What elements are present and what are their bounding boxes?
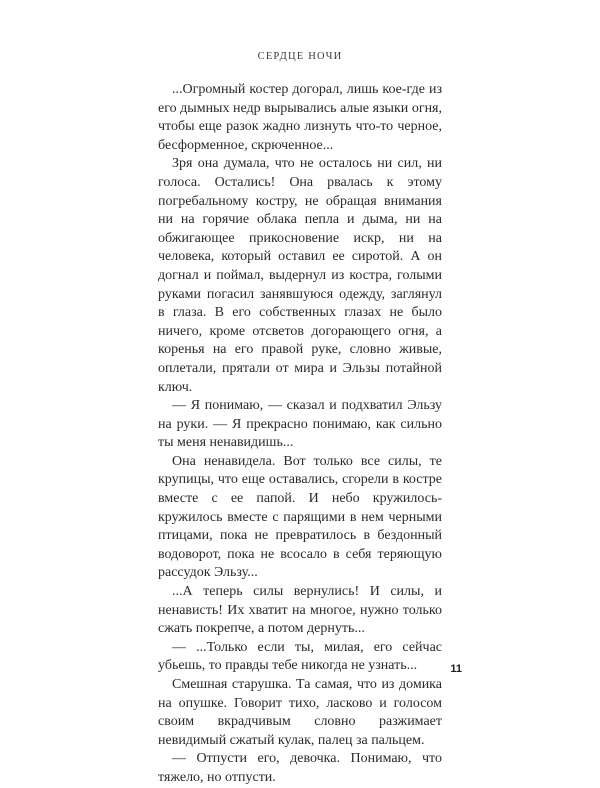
page-number: 11 [450,663,462,675]
paragraph: Зря она думала, что не осталось ни сил, ни голоса. Остались! Она рвалась к этому погребальному костру, не обращая внимания ни на горячие облака пепла и дыма, ни на обжигающее прикосновение искр, ни на человека, который оставил ее сиротой. А он догнал и поймал, выдернул из костра, голыми руками погасил занявшуюся одежду, заглянул в глаза. В его собственных глазах не было ничего, кроме отсветов догорающего огня, а коренья на его правой руке, словно живые, оплетали, прятали от мира и Эльзы потайной ключ. [158,156,442,395]
running-head: СЕРДЦЕ НОЧИ [257,51,343,62]
paragraph: ...Огромный костер догорал, лишь кое-где из его дымных недр вырывались алые языки огня, чтобы еще разок жадно лизнуть что-то черное, бесформенное, скрюченное... [158,82,442,153]
paragraph: Смешная старушка. Та самая, что из домика на опушке. Говорит тихо, ласково и голосом своим вкрадчивым словно разжимает невидимый сжатый кулак, палец за пальцем. [158,677,442,748]
body-text [158,81,442,788]
dialog-paragraph: — Я понимаю, — сказал и подхватил Эльзу на руки. — Я прекрасно понимаю, как сильно ты меня ненавидишь... [158,398,442,451]
dialog-paragraph: — Отпусти его, девочка. Понимаю, что тяжело, но отпусти. [158,751,442,785]
paragraph: ...А теперь силы вернулись! И силы, и ненависть! Их хватит на многое, нужно только сжать покрепче, а потом дернуть... [158,584,442,637]
dialog-paragraph: — ...Только если ты, милая, его сейчас убьешь, то правды тебе никогда не узнать... [158,639,442,674]
paragraph: Она ненавидела. Вот только все силы, те крупицы, что еще оставались, сгорели в костре вместе с ее папой. И небо кружилось-кружилось вместе с парящими в нем черными птицами, пока не превратилось в бездонный водоворот, пока не всосало в себя теряющую рассудок Эльзу... [158,453,442,581]
